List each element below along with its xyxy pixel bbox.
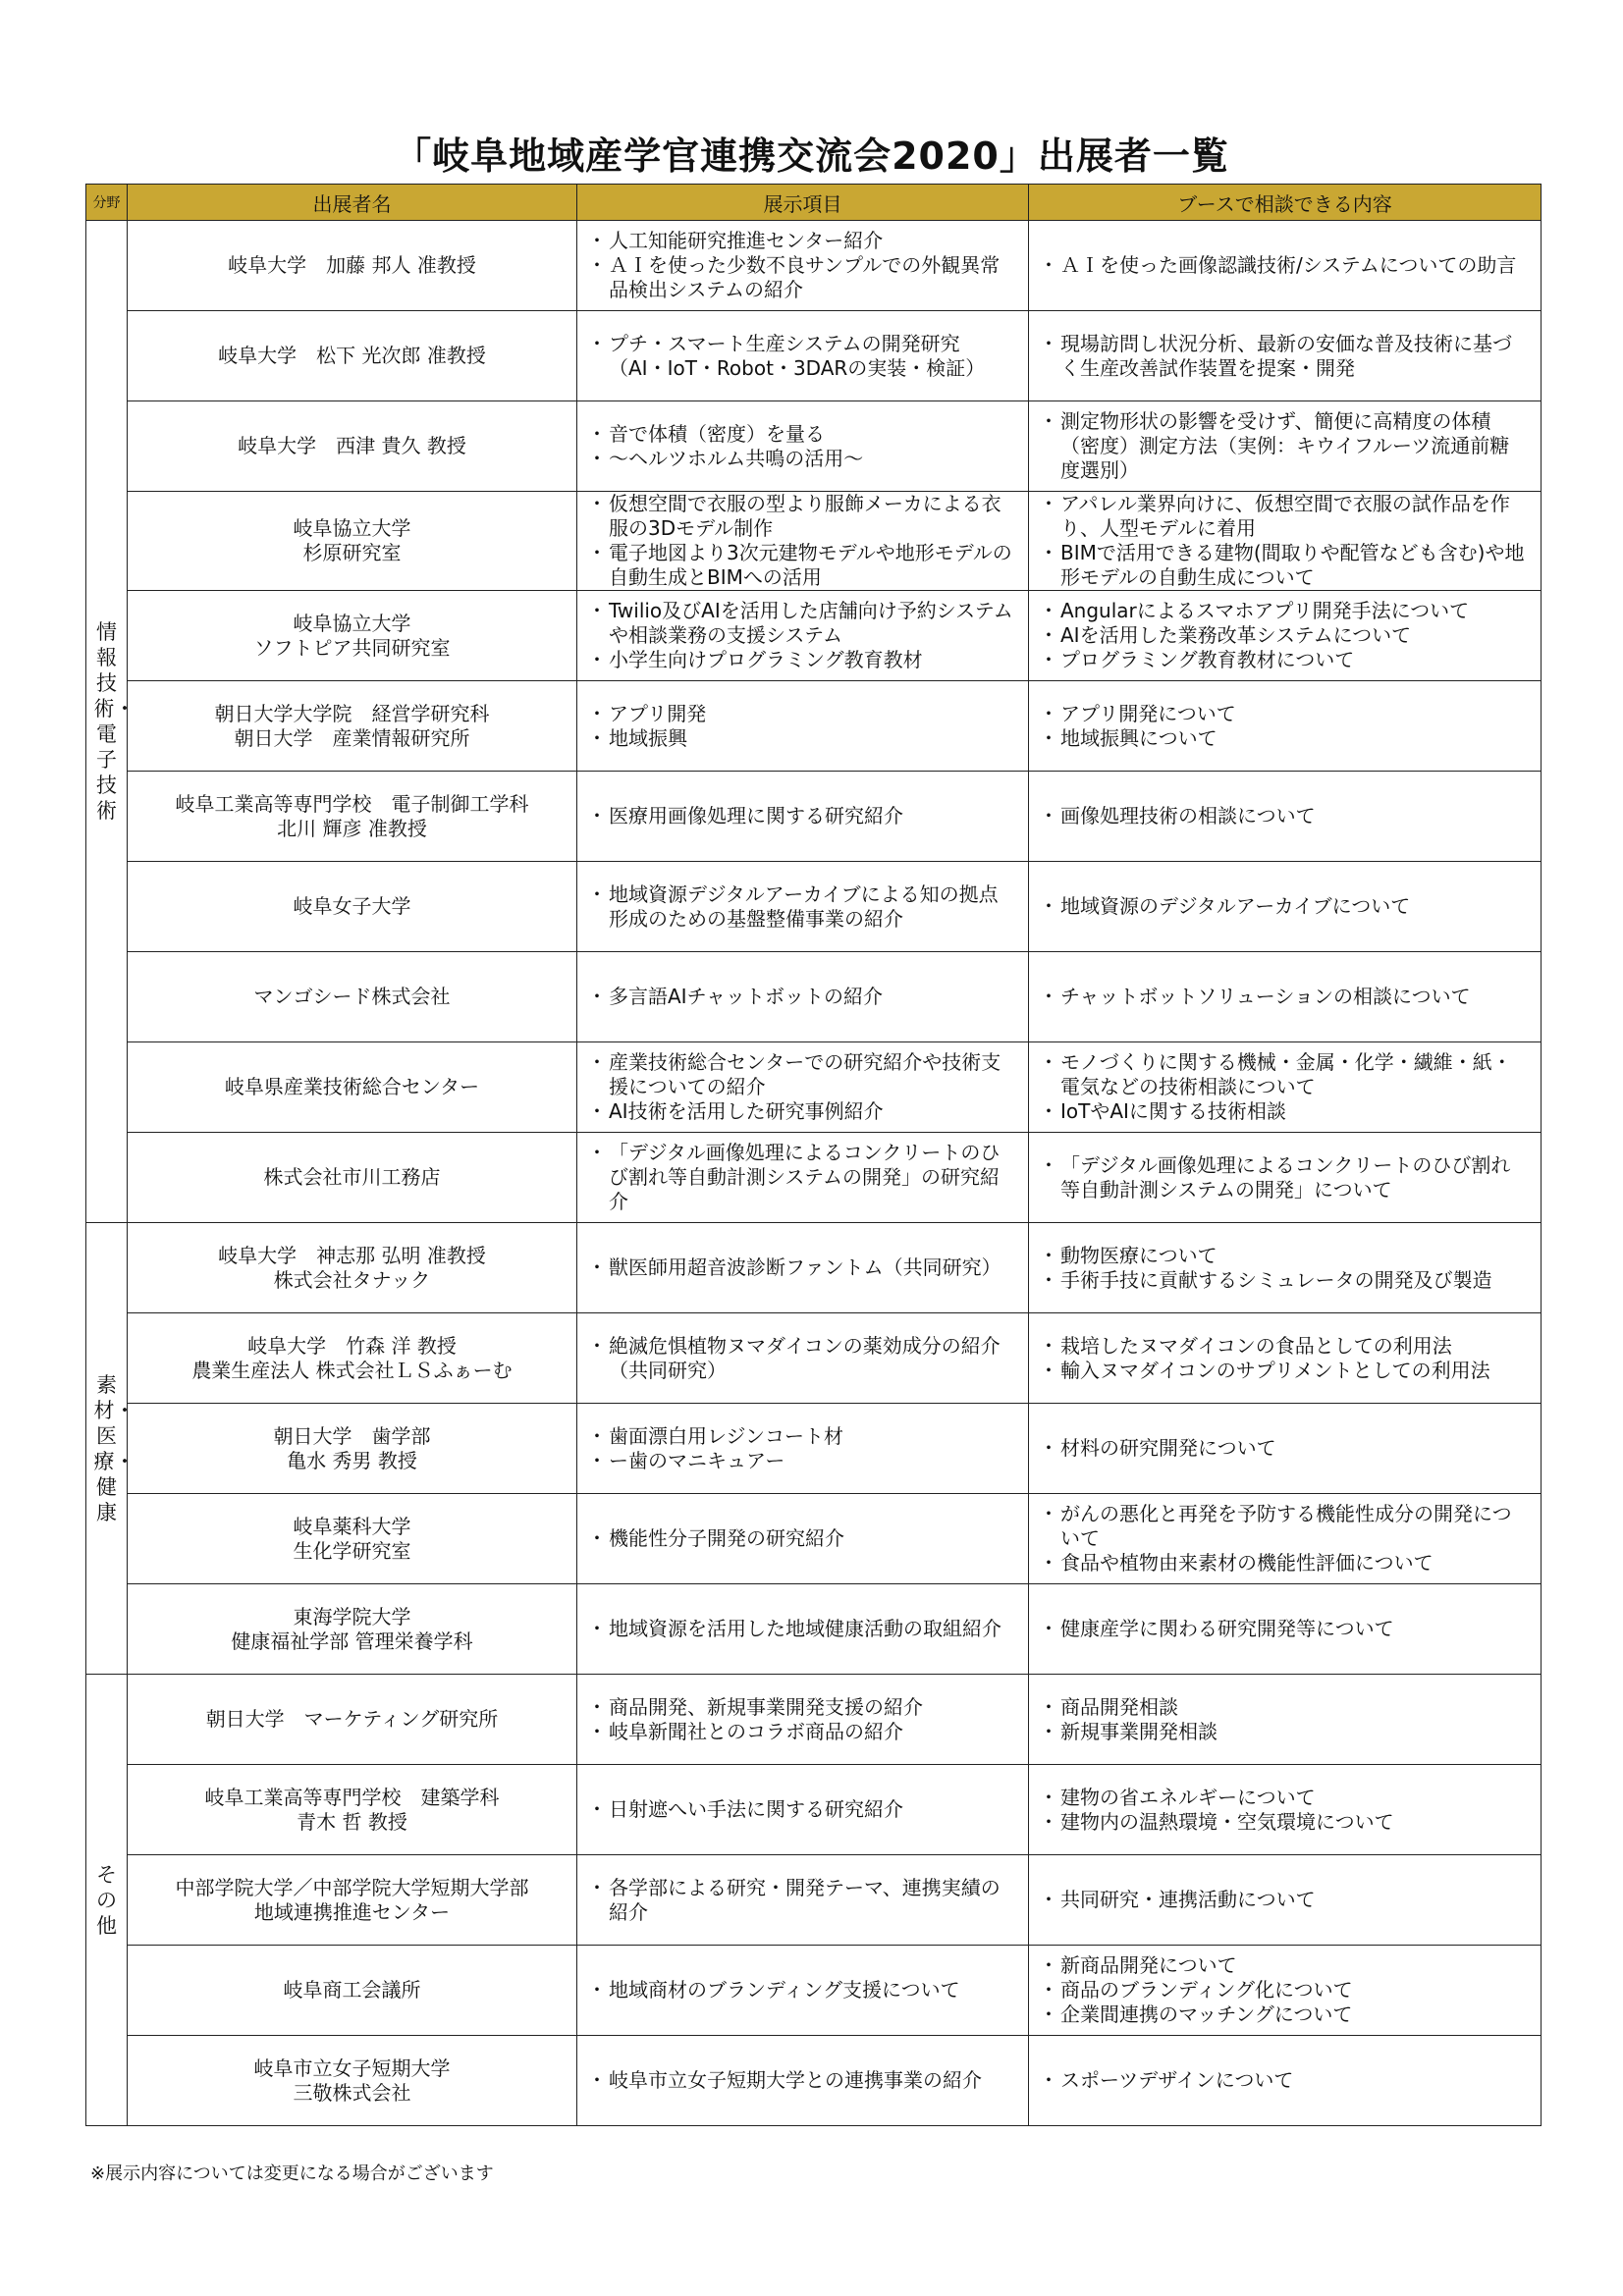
exhibitor-name-cell	[128, 1855, 577, 1946]
booth-topic-item: ・ ＡＩを使った画像認識技術/システムについての助言	[1041, 253, 1529, 278]
booth-topics-cell	[1029, 772, 1542, 862]
exhibit-item: ・ アプリ開発	[589, 702, 1016, 726]
exhibit-item: ・ 仮想空間で衣服の型より服飾メーカによる衣服の3Dモデル制作	[589, 492, 1016, 541]
exhibit-item: ・ 商品開発、新規事業開発支援の紹介	[589, 1695, 1016, 1720]
exhibitor-name: 中部学院大学／中部学院大学短期大学部	[175, 1875, 529, 1899]
exhibitor-name: 岐阜大学 竹森 洋 教授	[247, 1333, 457, 1358]
exhibit-items-cell-list	[589, 1797, 1016, 1822]
exhibit-items-cell	[577, 1404, 1029, 1494]
table-header-row	[86, 185, 1542, 221]
footnote: ※展示内容については変更になる場合がございます	[90, 2163, 494, 2184]
booth-topic-item: ・ 建物の省エネルギーについて	[1041, 1786, 1529, 1810]
exhibitor-name: ソフトピア共同研究室	[253, 635, 451, 660]
booth-topics-cell-list	[1041, 332, 1529, 381]
document-title: 「岐阜地域産学官連携交流会2020」出展者一覧	[394, 134, 1229, 178]
booth-topics-cell-list	[1041, 1786, 1529, 1835]
table-row	[86, 401, 1542, 492]
booth-topics-cell-list	[1041, 1153, 1529, 1202]
exhibitor-name: 杉原研究室	[302, 541, 402, 564]
exhibit-items-cell-list	[589, 1978, 1016, 2002]
exhibitor-name: 岐阜市立女子短期大学	[253, 2056, 451, 2080]
exhibit-item: ・ 地域商材のブランディング支援について	[589, 1978, 1016, 2002]
booth-topic-item: ・ Angularによるスマホアプリ開発手法について	[1041, 599, 1529, 623]
exhibit-items-cell	[577, 772, 1029, 862]
exhibit-items-cell	[577, 1042, 1029, 1133]
booth-topics-cell-list	[1041, 985, 1529, 1009]
column-header-exhibitor: 出展者名	[128, 185, 577, 221]
exhibit-items-cell	[577, 1765, 1029, 1855]
exhibit-item: ・ Twilio及びAIを活用した店舗向け予約システムや相談業務の支援システム	[589, 599, 1016, 648]
exhibit-item: ・ 絶滅危惧植物ヌマダイコンの薬効成分の紹介（共同研究）	[589, 1334, 1016, 1383]
exhibitor-name-cell	[128, 1946, 577, 2036]
booth-topics-cell-list	[1041, 599, 1529, 672]
booth-topic-item: ・ チャットボットソリューションの相談について	[1041, 985, 1529, 1009]
exhibit-item: ・ 電子地図より3次元建物モデルや地形モデルの自動生成とBIMへの活用	[589, 541, 1016, 590]
table-row	[86, 952, 1542, 1042]
table-row	[86, 681, 1542, 772]
table-row	[86, 2036, 1542, 2126]
booth-topic-item: ・ プログラミング教育教材について	[1041, 648, 1529, 672]
exhibit-item: ・ 日射遮へい手法に関する研究紹介	[589, 1797, 1016, 1822]
exhibitor-name: 岐阜大学 松下 光次郎 准教授	[218, 344, 486, 367]
table-row	[86, 1133, 1542, 1223]
exhibit-items-cell-list	[589, 422, 1016, 471]
exhibitor-name: 青木 哲 教授	[297, 1809, 407, 1834]
booth-topics-cell-list	[1041, 409, 1529, 483]
booth-topics-cell	[1029, 1855, 1542, 1946]
exhibit-item: ・ 獣医師用超音波診断ファントム（共同研究）	[589, 1255, 1016, 1280]
exhibit-item: ・ 地域資源デジタルアーカイブによる知の拠点形成のための基盤整備事業の紹介	[589, 882, 1016, 932]
booth-topics-cell-list	[1041, 1050, 1529, 1124]
booth-topic-item: ・ 栽培したヌマダイコンの食品としての利用法	[1041, 1334, 1529, 1359]
booth-topics-cell-list	[1041, 1695, 1529, 1744]
exhibit-items-cell-list	[589, 1050, 1016, 1124]
field-category-cell	[86, 1223, 135, 1675]
table-body	[86, 221, 1542, 2126]
booth-topic-item: ・ 食品や植物由来素材の機能性評価について	[1041, 1551, 1529, 1575]
booth-topic-item: ・ 共同研究・連携活動について	[1041, 1888, 1529, 1912]
exhibit-items-cell-list	[589, 1141, 1016, 1214]
booth-topic-item: ・ 商品のブランディング化について	[1041, 1978, 1529, 2002]
exhibit-item: ・ 岐阜市立女子短期大学との連携事業の紹介	[589, 2068, 1016, 2093]
exhibit-items-cell	[577, 681, 1029, 772]
table-row	[86, 1584, 1542, 1675]
booth-topics-cell-list	[1041, 1888, 1529, 1912]
exhibit-item: ・ プチ・スマート生産システムの開発研究	[589, 332, 1016, 356]
booth-topic-item: ・ モノづくりに関する機械・金属・化学・繊維・紙・電気などの技術相談について	[1041, 1050, 1529, 1099]
exhibit-item: ・ 人工知能研究推進センター紹介	[589, 229, 1016, 253]
table-row	[86, 591, 1542, 681]
exhibitor-name: 亀水 秀男 教授	[287, 1448, 417, 1472]
exhibitor-name: 朝日大学 マーケティング研究所	[205, 1707, 499, 1731]
booth-topics-cell	[1029, 1584, 1542, 1675]
booth-topics-cell-list	[1041, 894, 1529, 919]
exhibitor-table	[85, 184, 1542, 2126]
booth-topic-item: ・ 測定物形状の影響を受けず、簡便に高精度の体積（密度）測定方法（実例：キウイフルーツ流通前糖度選別）	[1041, 409, 1529, 483]
exhibit-items-cell	[577, 1584, 1029, 1675]
table-row	[86, 1765, 1542, 1855]
exhibitor-name-cell	[128, 1494, 577, 1584]
exhibitor-name-cell	[128, 862, 577, 952]
exhibitor-name-cell	[128, 1313, 577, 1404]
exhibit-item: （AI・IoT・Robot・3DARの実装・検証）	[609, 355, 986, 380]
exhibit-items-cell-list	[589, 599, 1016, 672]
exhibit-item: ・ 医療用画像処理に関する研究紹介	[589, 804, 1016, 828]
table-row	[86, 862, 1542, 952]
exhibitor-name: 北川 輝彦 准教授	[277, 816, 427, 840]
table-row	[86, 1042, 1542, 1133]
booth-topics-cell-list	[1041, 1502, 1529, 1575]
booth-topics-cell	[1029, 1765, 1542, 1855]
exhibit-items-cell-list	[589, 804, 1016, 828]
booth-topic-item: ・ 「デジタル画像処理によるコンクリートのひび割れ等自動計測システムの開発」について	[1041, 1153, 1529, 1202]
booth-topics-cell-list	[1041, 1334, 1529, 1383]
exhibitor-name: 株式会社タナック	[273, 1267, 431, 1292]
exhibitor-name-cell	[128, 1584, 577, 1675]
exhibitor-name: マンゴシード株式会社	[253, 985, 451, 1008]
booth-topic-item: ・ アパレル業界向けに、仮想空間で衣服の試作品を作り、人型モデルに着用	[1041, 492, 1529, 541]
booth-topic-item: ・ スポーツデザインについて	[1041, 2068, 1529, 2093]
exhibit-items-cell-list	[589, 1695, 1016, 1744]
exhibitor-name-cell	[128, 952, 577, 1042]
booth-topics-cell	[1029, 1223, 1542, 1313]
exhibitor-name-cell	[128, 1404, 577, 1494]
exhibit-items-cell	[577, 221, 1029, 311]
booth-topics-cell	[1029, 1042, 1542, 1133]
table-row	[86, 1675, 1542, 1765]
table-row	[86, 311, 1542, 401]
booth-topics-cell	[1029, 862, 1542, 952]
exhibitor-name: 朝日大学 産業情報研究所	[234, 725, 470, 750]
exhibitor-name: 岐阜工業高等専門学校 電子制御工学科	[175, 791, 529, 816]
exhibit-items-cell	[577, 401, 1029, 492]
booth-topics-cell	[1029, 952, 1542, 1042]
exhibitor-name: 岐阜大学 西津 貴久 教授	[238, 434, 466, 457]
field-category-label: 素材・医療・健康	[93, 1372, 135, 1524]
booth-topic-item: ・ 商品開発相談	[1041, 1695, 1529, 1720]
exhibit-items-cell-list	[589, 1876, 1016, 1925]
exhibit-items-cell	[577, 1133, 1029, 1223]
exhibit-item: ・ AI技術を活用した研究事例紹介	[589, 1099, 1016, 1124]
booth-topics-cell-list	[1041, 702, 1529, 751]
exhibitor-name: 岐阜工業高等専門学校 建築学科	[204, 1785, 500, 1809]
exhibitor-name: 岐阜商工会議所	[283, 1978, 421, 2002]
booth-topic-item: ・ 現場訪問し状況分析、最新の安価な普及技術に基づく生産改善試作装置を提案・開発	[1041, 332, 1529, 381]
exhibitor-name: 岐阜女子大学	[293, 894, 411, 918]
exhibit-items-cell-list	[589, 882, 1016, 932]
field-category-cell	[86, 221, 135, 1223]
exhibitor-name: 東海学院大学	[293, 1604, 411, 1629]
table-row	[86, 1494, 1542, 1584]
booth-topics-cell-list	[1041, 1617, 1529, 1641]
exhibitor-name-cell	[128, 311, 577, 401]
booth-topics-cell	[1029, 1404, 1542, 1494]
exhibitor-name: 株式会社市川工務店	[263, 1165, 441, 1189]
booth-topics-cell-list	[1041, 1436, 1529, 1461]
exhibit-item: ・ 多言語AIチャットボットの紹介	[589, 985, 1016, 1009]
exhibit-items-cell-list	[589, 1334, 1016, 1383]
booth-topic-item: ・ 地域振興について	[1041, 726, 1529, 751]
booth-topic-item: ・ アプリ開発について	[1041, 702, 1529, 726]
booth-topic-item: ・ 新規事業開発相談	[1041, 1720, 1529, 1744]
table-row	[86, 492, 1542, 591]
booth-topics-cell	[1029, 1675, 1542, 1765]
exhibitor-name-cell	[128, 221, 577, 311]
booth-topics-cell-list	[1041, 2068, 1529, 2093]
column-header-exhibit: 展示項目	[577, 185, 1029, 221]
table-row	[86, 1223, 1542, 1313]
field-category-label: その他	[96, 1862, 117, 1938]
booth-topic-item: ・ BIMで活用できる建物(間取りや配管なども含む)や地形モデルの自動生成について	[1041, 541, 1529, 590]
booth-topics-cell	[1029, 1313, 1542, 1404]
exhibitor-name-cell	[128, 1765, 577, 1855]
booth-topics-cell	[1029, 1946, 1542, 2036]
booth-topic-item: ・ 企業間連携のマッチングについて	[1041, 2002, 1529, 2027]
booth-topic-item: ・ 地域資源のデジタルアーカイブについて	[1041, 894, 1529, 919]
booth-topics-cell-list	[1041, 1953, 1529, 2027]
exhibit-items-cell	[577, 1946, 1029, 2036]
booth-topic-item: ・ IoTやAIに関する技術相談	[1041, 1099, 1529, 1124]
exhibitor-name-cell	[128, 772, 577, 862]
exhibitor-name-cell	[128, 681, 577, 772]
table-row	[86, 221, 1542, 311]
booth-topic-item: ・ 動物医療について	[1041, 1244, 1529, 1268]
exhibit-items-cell-list	[589, 1526, 1016, 1551]
exhibitor-name: 農業生産法人 株式会社ＬＳふぁーむ	[191, 1358, 513, 1382]
exhibit-item: ・ 各学部による研究・開発テーマ、連携実績の紹介	[589, 1876, 1016, 1925]
exhibitor-name-cell	[128, 1675, 577, 1765]
booth-topics-cell	[1029, 401, 1542, 492]
exhibit-item: ・ ＡＩを使った少数不良サンプルでの外観異常品検出システムの紹介	[589, 253, 1016, 302]
exhibitor-name-cell	[128, 591, 577, 681]
exhibit-items-cell-list	[589, 1255, 1016, 1280]
field-category-cell	[86, 1675, 128, 2126]
exhibitor-name: 岐阜県産業技術総合センター	[224, 1075, 480, 1098]
booth-topics-cell	[1029, 221, 1542, 311]
exhibitor-name-cell	[128, 492, 577, 591]
table-row	[86, 1404, 1542, 1494]
booth-topics-cell-list	[1041, 253, 1529, 278]
booth-topic-item: ・ 建物内の温熱環境・空気環境について	[1041, 1810, 1529, 1835]
exhibit-items-cell	[577, 1313, 1029, 1404]
exhibit-item: ・ ～ヘルツホルム共鳴の活用～	[589, 447, 1016, 471]
exhibit-items-cell	[577, 2036, 1029, 2126]
exhibit-items-cell-list	[589, 492, 1016, 590]
exhibit-item: ・ 産業技術総合センターでの研究紹介や技術支援についての紹介	[589, 1050, 1016, 1099]
exhibit-items-cell	[577, 862, 1029, 952]
exhibitor-name: 健康福祉学部 管理栄養学科	[231, 1629, 473, 1653]
exhibit-items-cell-list	[589, 229, 1016, 302]
exhibit-item: ・ 「デジタル画像処理によるコンクリートのひび割れ等自動計測システムの開発」の研究紹介	[589, 1141, 1016, 1214]
booth-topics-cell	[1029, 311, 1542, 401]
exhibit-items-cell	[577, 1855, 1029, 1946]
exhibit-items-cell	[577, 311, 1029, 401]
booth-topic-item: ・ 健康産学に関わる研究開発等について	[1041, 1617, 1529, 1641]
exhibit-items-cell-list	[589, 1424, 1016, 1473]
exhibitor-name: 岐阜大学 神志那 弘明 准教授	[218, 1243, 486, 1267]
exhibit-items-cell-list	[589, 702, 1016, 751]
booth-topics-cell	[1029, 2036, 1542, 2126]
booth-topic-item: ・ 新商品開発について	[1041, 1953, 1529, 1978]
booth-topic-item: ・ 画像処理技術の相談について	[1041, 804, 1529, 828]
booth-topics-cell	[1029, 492, 1542, 591]
table-row	[86, 772, 1542, 862]
exhibitor-name-cell	[128, 401, 577, 492]
exhibit-items-cell-list	[589, 1617, 1016, 1641]
column-header-field: 分野	[86, 185, 128, 221]
exhibitor-name: 三敬株式会社	[293, 2080, 411, 2105]
exhibit-item: ・ 歯面漂白用レジンコート材	[589, 1424, 1016, 1449]
table-row	[86, 1946, 1542, 2036]
exhibit-item: ・ 地域資源を活用した地域健康活動の取組紹介	[589, 1617, 1016, 1641]
exhibitor-name: 岐阜協立大学	[293, 516, 411, 540]
exhibit-item: ・ 小学生向けプログラミング教育教材	[589, 648, 1016, 672]
booth-topics-cell-list	[1041, 804, 1529, 828]
exhibit-items-cell-list	[589, 2068, 1016, 2093]
exhibitor-name-cell	[128, 1133, 577, 1223]
exhibit-items-cell-list	[589, 985, 1016, 1009]
exhibit-item: ・ ー歯のマニキュアー	[589, 1449, 1016, 1473]
booth-topics-cell	[1029, 1133, 1542, 1223]
exhibitor-name: 岐阜協立大学	[293, 611, 411, 635]
exhibitor-name: 生化学研究室	[293, 1538, 411, 1563]
booth-topic-item: ・ 材料の研究開発について	[1041, 1436, 1529, 1461]
column-header-booth: ブースで相談できる内容	[1029, 185, 1542, 221]
booth-topics-cell-list	[1041, 1244, 1529, 1293]
booth-topic-item: ・ AIを活用した業務改革システムについて	[1041, 623, 1529, 648]
exhibit-item: ・ 音で体積（密度）を量る	[589, 422, 1016, 447]
exhibitor-name-cell	[128, 1223, 577, 1313]
exhibit-items-cell	[577, 591, 1029, 681]
booth-topic-item: ・ がんの悪化と再発を予防する機能性成分の開発について	[1041, 1502, 1529, 1551]
booth-topics-cell	[1029, 681, 1542, 772]
exhibitor-name: 朝日大学大学院 経営学研究科	[214, 701, 490, 725]
exhibitor-name: 朝日大学 歯学部	[273, 1423, 431, 1448]
exhibit-items-cell-list	[589, 332, 1016, 381]
booth-topics-cell-list	[1041, 492, 1529, 590]
exhibitor-name-cell	[128, 1042, 577, 1133]
booth-topic-item: ・ 輸入ヌマダイコンのサプリメントとしての利用法	[1041, 1359, 1529, 1383]
exhibitor-name: 地域連携推進センター	[253, 1899, 451, 1924]
booth-topics-cell	[1029, 1494, 1542, 1584]
table-row	[86, 1313, 1542, 1404]
exhibitor-name: 岐阜大学 加藤 邦人 准教授	[228, 253, 476, 277]
exhibit-items-cell	[577, 1223, 1029, 1313]
field-category-label: 情報技術・電子技術	[93, 620, 135, 823]
exhibit-items-cell	[577, 492, 1029, 591]
booth-topics-cell	[1029, 591, 1542, 681]
exhibit-item: ・ 岐阜新聞社とのコラボ商品の紹介	[589, 1720, 1016, 1744]
exhibit-items-cell	[577, 952, 1029, 1042]
table-row	[86, 1855, 1542, 1946]
exhibit-item: ・ 地域振興	[589, 726, 1016, 751]
booth-topic-item: ・ 手術手技に貢献するシミュレータの開発及び製造	[1041, 1268, 1529, 1293]
exhibitor-name: 岐阜薬科大学	[293, 1514, 411, 1538]
exhibit-items-cell	[577, 1494, 1029, 1584]
exhibit-items-cell	[577, 1675, 1029, 1765]
exhibit-item: ・ 機能性分子開発の研究紹介	[589, 1526, 1016, 1551]
exhibitor-name-cell	[128, 2036, 577, 2126]
